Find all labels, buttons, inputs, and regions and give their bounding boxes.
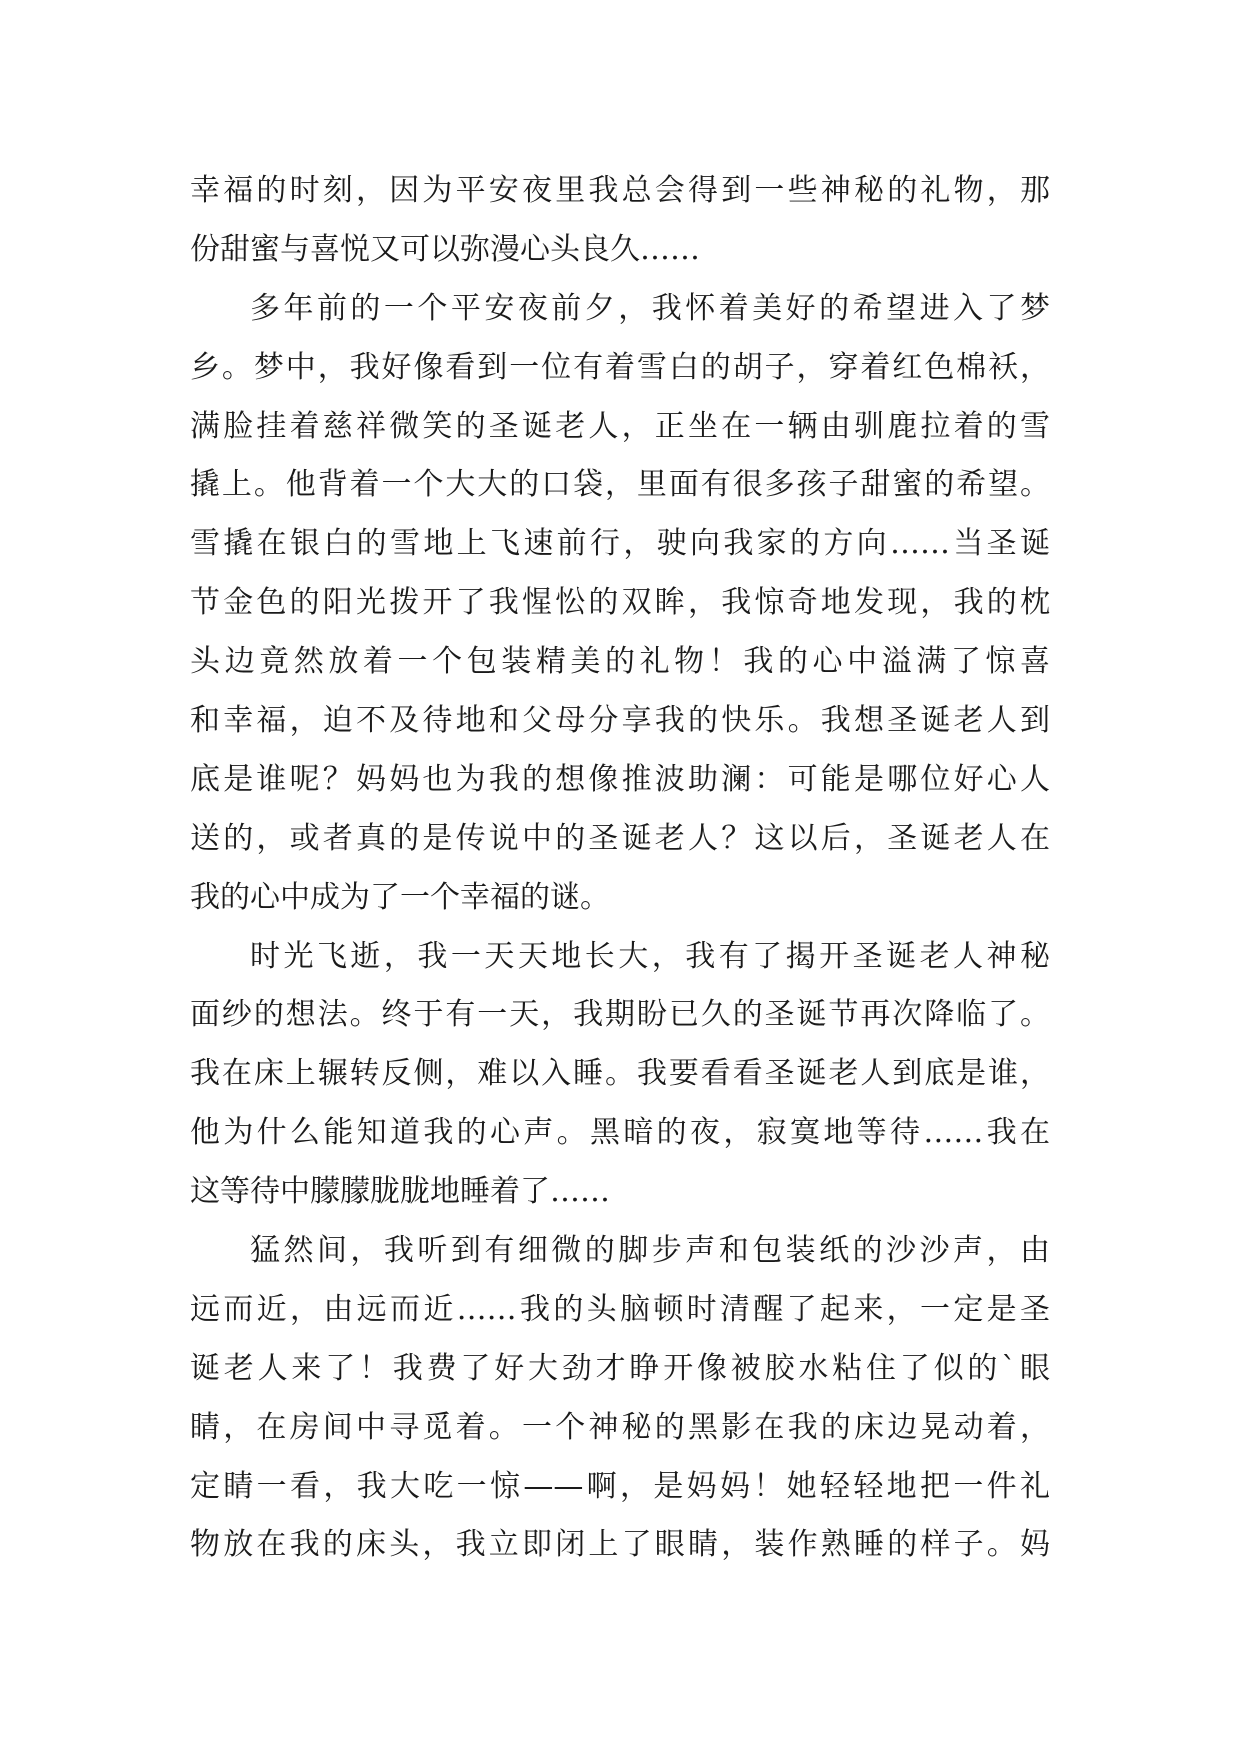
text-line: 底是谁呢？妈妈也为我的想像推波助澜：可能是哪位好心人 xyxy=(190,761,1050,797)
text-line: 远而近，由远而近……我的头脑顿时清醒了起来，一定是圣 xyxy=(190,1291,1050,1327)
text-line: 他为什么能知道我的心声。黑暗的夜，寂寞地等待……我在 xyxy=(190,1115,1050,1151)
text-line: 这等待中朦朦胧胧地睡着了…… xyxy=(190,1174,610,1210)
text-line: 乡。梦中，我好像看到一位有着雪白的胡子，穿着红色棉袄， xyxy=(190,349,1050,385)
text-line: 我在床上辗转反侧，难以入睡。我要看看圣诞老人到底是谁， xyxy=(190,1056,1050,1092)
text-line: 满脸挂着慈祥微笑的圣诞老人，正坐在一辆由驯鹿拉着的雪 xyxy=(190,408,1050,444)
text-line: 送的，或者真的是传说中的圣诞老人？这以后，圣诞老人在 xyxy=(190,820,1050,856)
text-line: 时光飞逝，我一天天地长大，我有了揭开圣诞老人神秘 xyxy=(250,938,1050,974)
document-body xyxy=(190,162,1050,1575)
text-line: 幸福的时刻，因为平安夜里我总会得到一些神秘的礼物，那 xyxy=(190,173,1050,208)
text-line: 撬上。他背着一个大大的口袋，里面有很多孩子甜蜜的希望。 xyxy=(190,467,1050,503)
text-line: 份甜蜜与喜悦又可以弥漫心头良久…… xyxy=(190,231,700,267)
text-line: 猛然间，我听到有细微的脚步声和包装纸的沙沙声，由 xyxy=(250,1233,1050,1269)
text-line: 节金色的阳光拨开了我惺忪的双眸，我惊奇地发现，我的枕 xyxy=(190,585,1050,621)
text-line: 多年前的一个平安夜前夕，我怀着美好的希望进入了梦 xyxy=(250,290,1050,326)
text-line: 面纱的想法。终于有一天，我期盼已久的圣诞节再次降临了。 xyxy=(190,997,1050,1033)
text-line: 物放在我的床头，我立即闭上了眼睛，装作熟睡的样子。妈 xyxy=(190,1527,1050,1563)
text-line: 睛，在房间中寻觅着。一个神秘的黑影在我的床边晃动着， xyxy=(190,1409,1050,1445)
text-line: 和幸福，迫不及待地和父母分享我的快乐。我想圣诞老人到 xyxy=(190,703,1050,739)
text-line: 诞老人来了！我费了好大劲才睁开像被胶水粘住了似的`眼 xyxy=(190,1350,1050,1386)
text-line: 雪撬在银白的雪地上飞速前行，驶向我家的方向……当圣诞 xyxy=(190,526,1050,562)
text-line: 我的心中成为了一个幸福的谜。 xyxy=(190,879,610,915)
text-line: 定睛一看，我大吃一惊——啊，是妈妈！她轻轻地把一件礼 xyxy=(190,1468,1050,1504)
text-line: 头边竟然放着一个包装精美的礼物！我的心中溢满了惊喜 xyxy=(190,644,1050,680)
